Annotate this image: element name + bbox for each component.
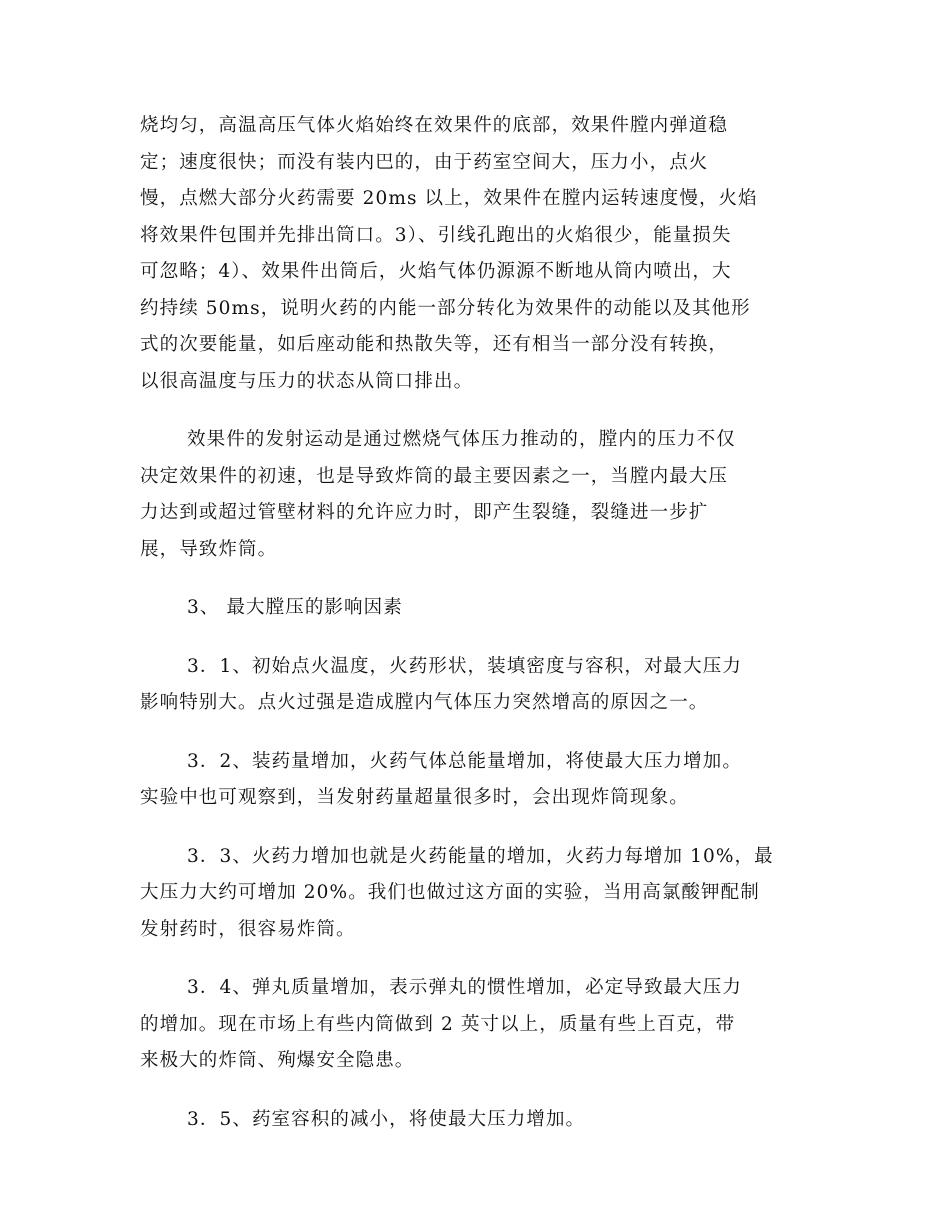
text-line: 3．2、装药量增加，火药气体总能量增加，将使最大压力增加。 [187,750,742,772]
text-line: 将效果件包围并先排出筒口。3）、引线孔跑出的火焰很少，能量损失 [140,224,732,246]
text-line: 3．5、药室容积的减小，将使最大压力增加。 [187,1108,586,1130]
text-line: 来极大的炸筒、殉爆安全隐患。 [140,1050,415,1071]
text-line: 3．3、火药力增加也就是火药能量的增加，火药力每增加 10%，最 [187,845,774,867]
text-line: 力达到或超过管壁材料的允许应力时，即产生裂缝，裂缝进一步扩 [140,502,709,523]
text-line: 式的次要能量，如后座动能和热散失等，还有相当一部分没有转换， [140,334,729,355]
text-line: 决定效果件的初速，也是导致炸筒的最主要因素之一，当膛内最大压 [140,465,729,487]
text-line: 的增加。现在市场上有些内筒做到 2 英寸以上，质量有些上百克，带 [140,1013,736,1035]
text-line: 3．1、初始点火温度，火药形状，装填密度与容积，对最大压力 [187,655,742,677]
paragraph-2 [140,422,812,568]
text-line: 实验中也可观察到，当发射药量超量很多时，会出现炸筒现象。 [140,787,689,808]
text-line: 约持续 50ms，说明火药的内能一部分转化为效果件的动能以及其他形 [140,297,751,319]
text-line: 定；速度很快；而没有装内巴的，由于药室空间大，压力小，点火 [140,151,709,173]
paragraph-3-3 [140,839,812,949]
text-line: 效果件的发射运动是通过燃烧气体压力推动的，膛内的压力不仅 [187,429,736,450]
text-line: 发射药时，很容易炸筒。 [140,918,356,940]
section-heading [140,590,812,627]
text-line: 可忽略；4）、效果件出筒后，火焰气体仍源源不断地从筒内喷出，大 [140,261,732,282]
text-line: 以很高温度与压力的状态从筒口排出。 [140,370,474,392]
document-body [140,108,812,1160]
paragraph-1 [140,108,812,400]
text-line: 大压力大约可增加 20%。我们也做过这方面的实验，当用高氯酸钾配制 [140,882,760,903]
text-line: 慢，点燃大部分火药需要 20ms 以上，效果件在膛内运转速度慢，火焰 [140,188,758,209]
heading-text: 3、 最大膛压的影响因素 [187,597,403,618]
text-line: 烧均匀，高温高压气体火焰始终在效果件的底部，效果件膛内弹道稳 [140,115,729,136]
paragraph-3-2 [140,744,812,817]
text-line: 影响特别大。点火过强是造成膛内气体压力突然增高的原因之一。 [140,692,709,713]
text-line: 展，导致炸筒。 [140,538,278,560]
paragraph-3-1 [140,649,812,722]
paragraph-3-4 [140,970,812,1080]
paragraph-3-5 [140,1102,812,1139]
text-line: 3．4、弹丸质量增加，表示弹丸的惯性增加，必定导致最大压力 [187,977,742,998]
